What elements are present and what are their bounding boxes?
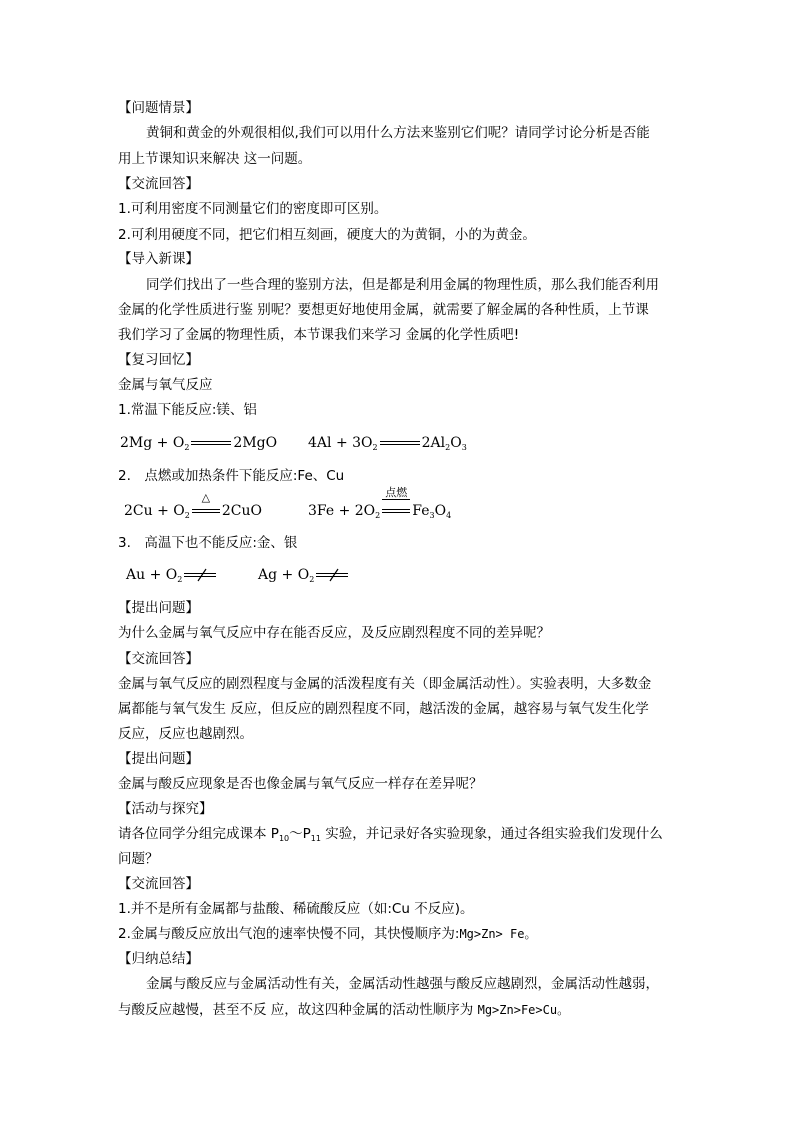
no-reaction-sign <box>314 566 350 584</box>
paragraph-line: 请各位同学分组完成课本 $P_{10}\sim P_{11}$ 实验，并记录好各实验现象，通过各组实验我们发现什么 <box>118 826 663 843</box>
list-item: 1.常温下能反应:镁、铝 <box>118 402 257 418</box>
answer-line: 1.并不是所有金属都与盐酸、稀硫酸反应（如:Cu 不反应)。 <box>118 901 474 917</box>
paragraph-line: 用上节课知识来解决 这一问题。 <box>118 151 312 167</box>
equation-cu-o2: $2Cu + O_2$ △ 2CuO <box>124 491 262 520</box>
paragraph-line: 金属与酸反应与金属活动性有关，金属活动性越强与酸反应越剧烈，金属活动性越弱， <box>146 976 659 992</box>
paragraph-line: 属都能与氧气发生 反应，但反应的剧烈程度不同，越活泼的金属，越容易与氧气发生化学 <box>118 701 649 717</box>
question-line: 为什么金属与氧气反应中存在能否反应，及反应剧烈程度不同的差异呢？ <box>118 625 550 641</box>
section-heading-discussion-answer: 【交流回答】 <box>118 651 199 667</box>
paragraph-line: 黄铜和黄金的外观很相似,我们可以用什么方法来鉴别它们呢？请同学讨论分析是否能 <box>146 125 650 141</box>
equals-sign <box>378 434 422 452</box>
equation-fe-o2: $3Fe + 2O_2$ 点燃 $Fe_3O_4$ <box>308 486 452 520</box>
answer-line: 2.可利用硬度不同，把它们相互刻画，硬度大的为黄铜，小的为黄金。 <box>118 227 536 243</box>
section-heading-discussion-answer: 【交流回答】 <box>118 876 199 892</box>
paragraph-line: 金属的化学性质进行鉴 别呢？要想更好地使用金属，就需要了解金属的各种性质，上节课 <box>118 302 649 318</box>
paragraph-line: 我们学习了金属的物理性质，本节课我们来学习 金属的化学性质吧! <box>118 327 520 343</box>
no-reaction-sign <box>182 566 218 584</box>
equals-sign <box>189 434 233 452</box>
heating-equals-sign <box>190 491 222 520</box>
section-heading-activity: 【活动与探究】 <box>118 801 213 817</box>
paragraph-line: 与酸反应越慢，甚至不反 应，故这四种金属的活动性顺序为 Mg>Zn>Fe>Cu。 <box>118 1002 570 1018</box>
answer-line: 1.可利用密度不同测量它们的密度即可区别。 <box>118 201 388 217</box>
section-heading-problem-scenario: 【问题情景】 <box>118 100 199 116</box>
section-heading-new-lesson: 【导入新课】 <box>118 251 199 267</box>
ignition-equals-sign <box>380 486 412 520</box>
section-heading-discussion-answer: 【交流回答】 <box>118 176 199 192</box>
section-heading-raise-question: 【提出问题】 <box>118 751 199 767</box>
equation-au-o2: $Au + O_2$ <box>126 566 218 589</box>
question-line: 金属与酸反应现象是否也像金属与氧气反应一样存在差异呢？ <box>118 776 483 792</box>
section-heading-review: 【复习回忆】 <box>118 352 199 368</box>
paragraph-line: 反应，反应也越剧烈。 <box>118 726 253 742</box>
equation-al-o2: $4Al + 3O_2$ $2Al_2O_3$ <box>308 435 467 452</box>
heat-triangle-icon: △ <box>201 491 211 504</box>
paragraph-line: 同学们找出了一些合理的鉴别方法，但是都是利用金属的物理性质，那么我们能否利用 <box>146 277 659 293</box>
answer-line: 2.金属与酸反应放出气泡的速率快慢不同，其快慢顺序为:Mg>Zn> Fe。 <box>118 926 537 942</box>
subheading: 金属与氧气反应 <box>118 377 213 393</box>
list-item: 3. 高温下也不能反应:金、银 <box>118 535 298 551</box>
section-heading-raise-question: 【提出问题】 <box>118 600 199 616</box>
section-heading-summary: 【归纳总结】 <box>118 951 199 967</box>
paragraph-line: 问题？ <box>118 851 159 867</box>
paragraph-line: 金属与氧气反应的剧烈程度与金属的活泼程度有关（即金属活动性）。实验表明，大多数金 <box>118 676 652 692</box>
ignition-condition: 点燃 <box>382 487 410 500</box>
equation-ag-o2: $Ag + O_2$ <box>258 566 350 589</box>
equation-mg-o2: $2Mg + O_2$ 2MgO <box>120 435 278 452</box>
list-item: 2. 点燃或加热条件下能反应:Fe、Cu <box>118 468 345 484</box>
